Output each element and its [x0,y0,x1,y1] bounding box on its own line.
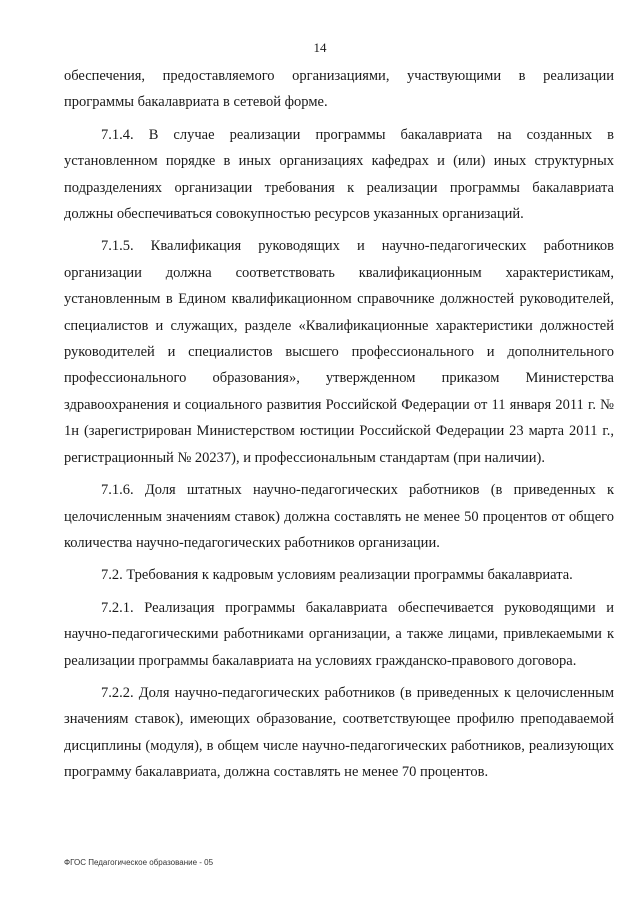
paragraph-7-1-5: 7.1.5. Квалификация руководящих и научно-педагогических работников организации должна соответствовать квалификационным характеристикам, установленным в Едином квалификационном справочнике должностей руководителей, специалистов и служащих, разделе «Квалификационные характеристики должностей руководителей и специалистов высшего профессионального и дополнительного профессионального образования», утвержденном приказом Министерства здравоохранения и социального развития Российской Федерации от 11 января 2011 г. № 1н (зарегистрирован Министерством юстиции Российской Федерации 23 марта 2011 г., регистрационный № 20237), и профессиональным стандартам (при наличии). [64,238,614,466]
document-body [64,63,614,792]
paragraph-7-2-1: 7.2.1. Реализация программы бакалавриата обеспечивается руководящими и научно-педагогическими работниками организации, а также лицами, привлекаемыми к реализации программы бакалавриата на условиях гражданско-правового договора. [64,599,614,669]
paragraph-7-1-4: 7.1.4. В случае реализации программы бакалавриата на созданных в установленном порядке в иных организациях кафедрах и (или) иных структурных подразделениях организации требования к реализации программы бакалавриата должны обеспечиваться совокупностью ресурсов указанных организаций. [64,126,614,223]
paragraph-continuation: обеспечения, предоставляемого организациями, участвующими в реализации программы бакалавриата в сетевой форме. [64,68,614,111]
page-number: 14 [313,40,327,55]
paragraph-7-2: 7.2. Требования к кадровым условиям реализации программы бакалавриата. [101,567,573,584]
paragraph-7-1-6: 7.1.6. Доля штатных научно-педагогических работников (в приведенных к целочисленным значениям ставок) должна составлять не менее 50 процентов от общего количества научно-педагогических работников организации. [64,482,614,551]
page-footer: ФГОС Педагогическое образование - 05 [64,858,214,867]
paragraph-7-2-2: 7.2.2. Доля научно-педагогических работников (в приведенных к целочисленным значениям ставок), имеющих образование, соответствующее профилю преподаваемой дисциплины (модуля), в общем числе научно-педагогических работников, реализующих программу бакалавриата, должна составлять не менее 70 процентов. [64,684,614,781]
